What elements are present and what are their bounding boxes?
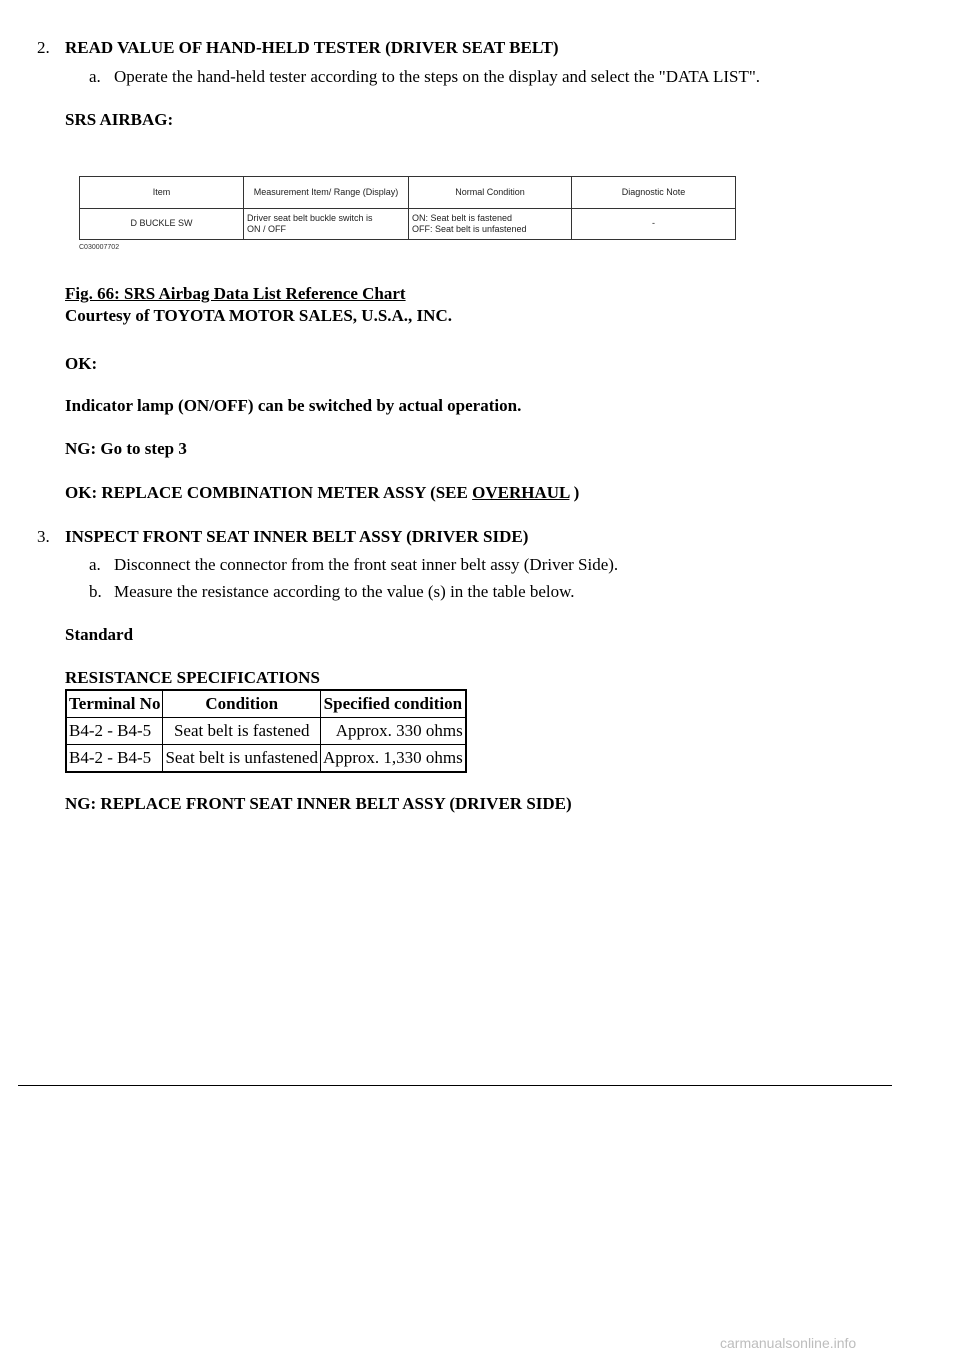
step-3b-letter: b. — [89, 582, 102, 601]
ok-replace-prefix: OK: REPLACE COMBINATION METER ASSY (SEE — [65, 483, 473, 502]
figure-code: C030007702 — [79, 244, 120, 251]
ng-replace-line: NG: REPLACE FRONT SEAT INNER BELT ASSY (DRIVER SIDE) — [65, 794, 572, 813]
res-cell-terminal: B4-2 - B4-5 — [66, 745, 163, 773]
res-header-terminal: Terminal No — [66, 690, 163, 718]
figure-caption-link[interactable]: Fig. 66: SRS Airbag Data List Reference Chart — [65, 284, 406, 303]
table-row — [66, 718, 466, 745]
srs-airbag-heading: SRS AIRBAG: — [65, 110, 174, 129]
step-2a-text: Operate the hand-held tester according to the steps on the display and select the "DATA LIST". — [114, 67, 761, 86]
table-row — [66, 745, 466, 773]
step-3-title: INSPECT FRONT SEAT INNER BELT ASSY (DRIVER SIDE) — [65, 527, 529, 546]
fig-cell-normal-line1: ON: Seat belt is fastened — [412, 212, 513, 223]
res-cell-condition: Seat belt is fastened — [163, 718, 321, 745]
step-3-number: 3. — [37, 527, 50, 546]
step-3b-text: Measure the resistance according to the value (s) in the table below. — [114, 582, 575, 601]
res-header-condition: Condition — [163, 690, 321, 718]
fig-cell-measurement-line2: ON / OFF — [247, 223, 286, 234]
res-cell-specified: Approx. 1,330 ohms — [320, 745, 465, 773]
fig-cell-measurement — [244, 208, 409, 240]
footer-watermark: carmanualsonline.info — [720, 1335, 857, 1351]
res-cell-terminal: B4-2 - B4-5 — [66, 718, 163, 745]
ng-go-to-step: NG: Go to step 3 — [65, 439, 187, 458]
ok-replace-suffix: ) — [569, 483, 580, 502]
step-2-number: 2. — [37, 38, 50, 57]
indicator-text: Indicator lamp (ON/OFF) can be switched by actual operation. — [65, 396, 522, 415]
fig-header-measurement: Measurement Item/ Range (Display) — [244, 177, 409, 209]
step-3a-letter: a. — [89, 555, 101, 574]
step-2a-letter: a. — [89, 67, 101, 86]
fig-cell-normal-line2: OFF: Seat belt is unfastened — [412, 223, 527, 234]
fig-cell-item: D BUCKLE SW — [80, 208, 244, 240]
step-2-title: READ VALUE OF HAND-HELD TESTER (DRIVER SEAT BELT) — [65, 38, 559, 57]
step-3a-text: Disconnect the connector from the front seat inner belt assy (Driver Side). — [114, 555, 619, 574]
fig-cell-note: - — [572, 208, 736, 240]
fig-cell-measurement-line1: Driver seat belt buckle switch is — [247, 212, 373, 223]
figure-courtesy: Courtesy of TOYOTA MOTOR SALES, U.S.A., INC. — [65, 306, 452, 325]
resistance-heading: RESISTANCE SPECIFICATIONS — [65, 668, 320, 687]
res-cell-specified: Approx. 330 ohms — [320, 718, 465, 745]
res-cell-condition: Seat belt is unfastened — [163, 745, 321, 773]
fig-header-normal: Normal Condition — [409, 177, 572, 209]
page-divider — [18, 1085, 892, 1086]
standard-label: Standard — [65, 625, 134, 644]
fig-cell-normal — [409, 208, 572, 240]
res-header-specified: Specified condition — [320, 690, 465, 718]
ok-replace-line — [65, 483, 579, 503]
ok-label: OK: — [65, 354, 98, 373]
fig-header-item: Item — [80, 177, 244, 209]
fig-header-note: Diagnostic Note — [572, 177, 736, 209]
srs-data-list-figure — [79, 176, 736, 240]
resistance-table — [65, 689, 467, 773]
overhaul-link[interactable]: OVERHAUL — [472, 483, 570, 502]
